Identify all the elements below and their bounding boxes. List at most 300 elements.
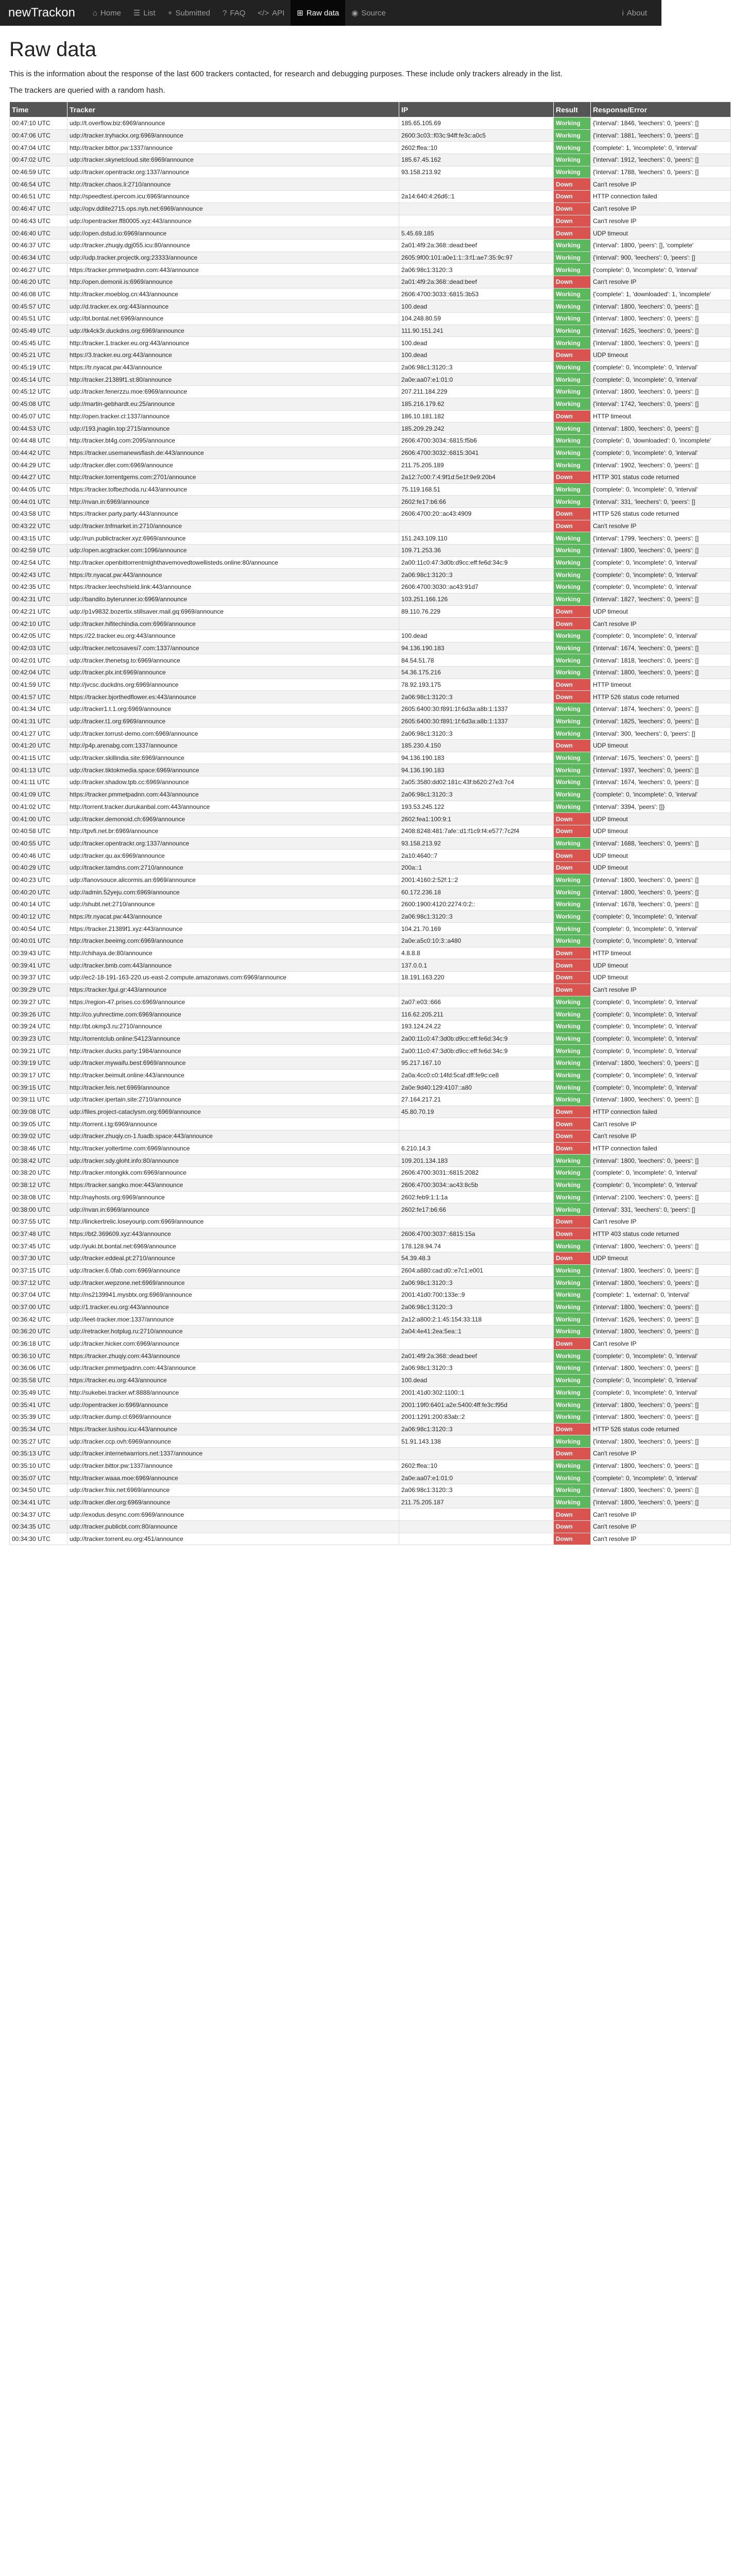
response-cell: {'interval': 1800, 'leechers': 0, 'peers': []: [591, 666, 731, 679]
ip-cell: 137.0.0.1: [399, 959, 554, 972]
tracker-cell: udp://opentracker.ff80005.xyz:443/announce: [67, 215, 399, 227]
result-cell: Working: [554, 1362, 591, 1375]
table-row: [10, 191, 731, 203]
tracker-cell: udp://open.dstud.io:6969/announce: [67, 227, 399, 240]
tracker-cell: http://torrentclub.online:54123/announce: [67, 1032, 399, 1045]
column-header[interactable]: Result: [554, 102, 591, 117]
result-cell: Working: [554, 1179, 591, 1191]
table-row: [10, 1326, 731, 1338]
result-cell: Working: [554, 532, 591, 545]
result-cell: Working: [554, 251, 591, 264]
time-cell: 00:37:30 UTC: [10, 1252, 67, 1264]
response-cell: UDP timeout: [591, 850, 731, 862]
nav-submitted[interactable]: [162, 0, 216, 26]
response-cell: {'interval': 1827, 'leechers': 0, 'peers': []: [591, 593, 731, 605]
result-cell: Working: [554, 459, 591, 471]
time-cell: 00:39:24 UTC: [10, 1020, 67, 1032]
column-header[interactable]: Tracker: [67, 102, 399, 117]
time-cell: 00:39:02 UTC: [10, 1130, 67, 1143]
ip-cell: 100.dead: [399, 337, 554, 349]
ip-cell: 2a06:98c1:3120::3: [399, 788, 554, 801]
ip-cell: 51.91.143.138: [399, 1435, 554, 1448]
column-header[interactable]: IP: [399, 102, 554, 117]
time-cell: 00:42:43 UTC: [10, 569, 67, 581]
ip-cell: [399, 1533, 554, 1545]
ip-cell: 2408:8248:481:7afe::d1:f1c9:f4:e577:7c2f4: [399, 825, 554, 837]
table-row: [10, 251, 731, 264]
column-header[interactable]: Time: [10, 102, 67, 117]
result-cell: Working: [554, 788, 591, 801]
time-cell: 00:39:41 UTC: [10, 959, 67, 972]
result-cell: Working: [554, 1069, 591, 1081]
table-row: [10, 459, 731, 471]
tracker-cell: udp://tracker.zhuqiy.dgj055.icu:80/announce: [67, 239, 399, 251]
tracker-cell: udp://tracker.torrust-demo.com:6969/announce: [67, 727, 399, 740]
result-cell: Down: [554, 1106, 591, 1118]
tracker-cell: udp://tracker.skynetcloud.site:6969/announce: [67, 154, 399, 166]
table-row: [10, 313, 731, 325]
nav-source-label: Source: [361, 8, 386, 18]
response-cell: {'interval': 1800, 'leechers': 0, 'peers': []: [591, 886, 731, 899]
response-cell: Can't resolve IP: [591, 1447, 731, 1460]
nav-home-label: Home: [100, 8, 121, 18]
result-cell: Working: [554, 1081, 591, 1094]
time-cell: 00:42:59 UTC: [10, 545, 67, 557]
brand-logo[interactable]: newTrackon: [8, 6, 75, 20]
result-cell: Down: [554, 276, 591, 288]
response-cell: {'interval': 1846, 'leechers': 0, 'peers': []: [591, 117, 731, 130]
ip-cell: 207.211.184.229: [399, 386, 554, 398]
nav-source[interactable]: [345, 0, 392, 26]
response-cell: {'interval': 1800, 'leechers': 0, 'peers': []: [591, 1264, 731, 1277]
result-cell: Working: [554, 1289, 591, 1301]
time-cell: 00:39:29 UTC: [10, 984, 67, 996]
ip-cell: 2a0e:a5c0:10:3::a480: [399, 935, 554, 947]
table-row: [10, 740, 731, 752]
table-row: [10, 996, 731, 1008]
tracker-cell: http://tracker.torrentgems.com:2701/announce: [67, 471, 399, 483]
response-cell: Can't resolve IP: [591, 215, 731, 227]
response-cell: Can't resolve IP: [591, 984, 731, 996]
time-cell: 00:42:04 UTC: [10, 666, 67, 679]
response-cell: {'interval': 1800, 'leechers': 0, 'peers': []: [591, 1057, 731, 1069]
ip-cell: 93.158.213.92: [399, 166, 554, 178]
tracker-cell: https://22.tracker.eu.org:443/announce: [67, 630, 399, 642]
table-row: [10, 1496, 731, 1509]
tracker-cell: udp://tracker.skillindia.site:6969/announce: [67, 752, 399, 764]
result-cell: Working: [554, 886, 591, 899]
tracker-cell: http://bt.okmp3.ru:2710/announce: [67, 1020, 399, 1032]
time-cell: 00:42:03 UTC: [10, 642, 67, 654]
table-row: [10, 1215, 731, 1228]
response-cell: UDP timeout: [591, 959, 731, 972]
result-cell: Down: [554, 1130, 591, 1143]
tracker-cell: udp://bandito.byterunner.io:6969/announce: [67, 593, 399, 605]
response-cell: {'interval': 1625, 'leechers': 0, 'peers': []: [591, 325, 731, 337]
result-cell: Working: [554, 899, 591, 911]
time-cell: 00:45:45 UTC: [10, 337, 67, 349]
ip-cell: 185.65.105.69: [399, 117, 554, 130]
result-cell: Down: [554, 605, 591, 618]
ip-cell: 2606:4700:20::ac43:4909: [399, 508, 554, 520]
table-row: [10, 1094, 731, 1106]
result-cell: Working: [554, 1264, 591, 1277]
table-row: [10, 1118, 731, 1130]
response-cell: {'complete': 0, 'incomplete': 0, 'interval': [591, 1374, 731, 1386]
time-cell: 00:37:55 UTC: [10, 1215, 67, 1228]
result-cell: Working: [554, 630, 591, 642]
ip-cell: 116.62.205.211: [399, 1008, 554, 1021]
time-cell: 00:42:01 UTC: [10, 654, 67, 667]
tracker-cell: udp://tracker.plx.int:6969/announce: [67, 666, 399, 679]
response-cell: UDP timeout: [591, 825, 731, 837]
table-row: [10, 556, 731, 569]
result-cell: Working: [554, 1313, 591, 1326]
tracker-cell: https://tracker.pmmetpadnn.com:443/announce: [67, 264, 399, 276]
response-cell: Can't resolve IP: [591, 1521, 731, 1533]
time-cell: 00:47:10 UTC: [10, 117, 67, 130]
tracker-cell: udp://tracker1.t.1.org:6969/announce: [67, 703, 399, 716]
result-cell: Working: [554, 1411, 591, 1423]
table-row: [10, 1204, 731, 1216]
response-cell: {'interval': 1674, 'leechers': 0, 'peers': []: [591, 776, 731, 789]
response-cell: {'complete': 0, 'incomplete': 0, 'interval': [591, 1167, 731, 1179]
table-row: [10, 1337, 731, 1350]
home-icon: ⌂: [92, 8, 97, 18]
ip-cell: 185.209.29.242: [399, 422, 554, 435]
ip-cell: [399, 1118, 554, 1130]
table-row: [10, 1313, 731, 1326]
table-row: [10, 300, 731, 313]
tracker-cell: udp://tracker.wepzone.net:6969/announce: [67, 1277, 399, 1289]
result-cell: Working: [554, 1008, 591, 1021]
result-cell: Working: [554, 1496, 591, 1509]
response-cell: {'interval': 1800, 'leechers': 0, 'peers': []: [591, 1362, 731, 1375]
ip-cell: [399, 1509, 554, 1521]
result-cell: Working: [554, 923, 591, 935]
ip-cell: 2a00:11c0:47:3d0b:d9cc:eff:fe6d:34c:9: [399, 1045, 554, 1057]
tracker-cell: udp://files.project-cataclysm.org:6969/announce: [67, 1106, 399, 1118]
ip-cell: 2600:3c03::f03c:94ff:fe3c:a0c5: [399, 129, 554, 142]
time-cell: 00:44:48 UTC: [10, 434, 67, 447]
tracker-cell: http://tracker.ducks.party:1984/announce: [67, 1045, 399, 1057]
ip-cell: 94.136.190.183: [399, 642, 554, 654]
result-cell: Working: [554, 1301, 591, 1313]
table-row: [10, 886, 731, 899]
table-row: [10, 1411, 731, 1423]
tracker-cell: https://bt2.369609.xyz:443/announce: [67, 1228, 399, 1240]
result-cell: Working: [554, 1386, 591, 1399]
response-cell: {'interval': 1800, 'leechers': 0, 'peers': []: [591, 1301, 731, 1313]
tracker-cell: https://tracker.sangko.moe:443/announce: [67, 1179, 399, 1191]
table-row: [10, 984, 731, 996]
result-cell: Working: [554, 1094, 591, 1106]
response-cell: HTTP 526 status code returned: [591, 508, 731, 520]
time-cell: 00:43:15 UTC: [10, 532, 67, 545]
response-cell: HTTP timeout: [591, 947, 731, 959]
result-cell: Working: [554, 776, 591, 789]
table-row: [10, 1533, 731, 1545]
table-row: [10, 813, 731, 825]
response-cell: HTTP 526 status code returned: [591, 1423, 731, 1435]
response-cell: HTTP timeout: [591, 410, 731, 422]
tracker-cell: http://speedtest.ipercom.icu:6969/announce: [67, 191, 399, 203]
table-row: [10, 861, 731, 874]
table-row: [10, 825, 731, 837]
response-cell: UDP timeout: [591, 605, 731, 618]
result-cell: Working: [554, 264, 591, 276]
result-cell: Working: [554, 996, 591, 1008]
response-cell: HTTP 301 status code returned: [591, 471, 731, 483]
table-row: [10, 410, 731, 422]
ip-cell: 5.45.69.185: [399, 227, 554, 240]
tracker-cell: udp://tracker.dump.cl:6969/announce: [67, 1411, 399, 1423]
response-cell: {'complete': 0, 'incomplete': 0, 'interval': [591, 1008, 731, 1021]
table-row: [10, 837, 731, 850]
ip-cell: [399, 520, 554, 532]
time-cell: 00:42:31 UTC: [10, 593, 67, 605]
response-cell: HTTP connection failed: [591, 1106, 731, 1118]
response-cell: UDP timeout: [591, 227, 731, 240]
response-cell: {'interval': 1937, 'leechers': 0, 'peers': []: [591, 764, 731, 776]
tracker-cell: https://tracker.21389f1.xyz:443/announce: [67, 923, 399, 935]
table-row: [10, 1521, 731, 1533]
time-cell: 00:44:27 UTC: [10, 471, 67, 483]
time-cell: 00:40:58 UTC: [10, 825, 67, 837]
column-header[interactable]: Response/Error: [591, 102, 731, 117]
tracker-cell: udp://tracker.qu.ax:6969/announce: [67, 850, 399, 862]
table-row: [10, 1167, 731, 1179]
response-cell: {'interval': 1800, 'peers': [], 'complete': [591, 239, 731, 251]
ip-cell: 60.172.236.18: [399, 886, 554, 899]
result-cell: Down: [554, 349, 591, 362]
table-row: [10, 788, 731, 801]
response-cell: {'complete': 0, 'incomplete': 0, 'interval': [591, 483, 731, 496]
time-cell: 00:40:46 UTC: [10, 850, 67, 862]
ip-cell: 2a04:4e41:2ea:5ea::1: [399, 1326, 554, 1338]
result-cell: Down: [554, 1142, 591, 1155]
ip-cell: 2001:19f0:6401:a2e:5400:4ff:fe3c:f95d: [399, 1399, 554, 1411]
table-row: [10, 703, 731, 716]
tracker-cell: udp://p1v9832.bozertix.stillsaver.mail.gq:6969/announce: [67, 605, 399, 618]
response-cell: {'complete': 0, 'incomplete': 0, 'interval': [591, 996, 731, 1008]
result-cell: Working: [554, 703, 591, 716]
result-cell: Working: [554, 374, 591, 386]
table-row: [10, 1447, 731, 1460]
result-cell: Down: [554, 1447, 591, 1460]
response-cell: {'interval': 1800, 'leechers': 0, 'peers': []: [591, 1460, 731, 1472]
tracker-cell: http://tracker.beimult.online:443/announce: [67, 1069, 399, 1081]
ip-cell: 2602:fe17:b6:66: [399, 496, 554, 508]
result-cell: Down: [554, 1533, 591, 1545]
table-row: [10, 520, 731, 532]
table-row: [10, 1472, 731, 1484]
result-cell: Working: [554, 496, 591, 508]
result-cell: Down: [554, 1423, 591, 1435]
table-row: [10, 386, 731, 398]
table-row: [10, 1069, 731, 1081]
result-cell: Working: [554, 556, 591, 569]
time-cell: 00:40:23 UTC: [10, 874, 67, 886]
result-cell: Working: [554, 715, 591, 727]
table-row: [10, 1130, 731, 1143]
result-cell: Down: [554, 520, 591, 532]
nav-home[interactable]: [87, 0, 127, 26]
table-row: [10, 276, 731, 288]
table-row: [10, 398, 731, 410]
result-cell: Working: [554, 447, 591, 459]
time-cell: 00:42:35 UTC: [10, 581, 67, 594]
nav-api[interactable]: [251, 0, 291, 26]
response-cell: Can't resolve IP: [591, 1533, 731, 1545]
nav-raw-data-label: Raw data: [306, 8, 339, 18]
time-cell: 00:41:27 UTC: [10, 727, 67, 740]
tracker-cell: http://tpvfi.net.br:6969/announce: [67, 825, 399, 837]
table-row: [10, 691, 731, 703]
ip-cell: 2a12:a800:2:1:45:154:33:118: [399, 1313, 554, 1326]
ip-cell: 2001:1291:200:83ab::2: [399, 1411, 554, 1423]
result-cell: Working: [554, 1326, 591, 1338]
raw-data-icon: ⊞: [297, 9, 303, 18]
table-row: [10, 569, 731, 581]
table-row: [10, 1020, 731, 1032]
response-cell: {'complete': 0, 'incomplete': 0, 'interval': [591, 630, 731, 642]
ip-cell: 45.80.70.19: [399, 1106, 554, 1118]
time-cell: 00:44:29 UTC: [10, 459, 67, 471]
response-cell: {'complete': 0, 'incomplete': 0, 'interval': [591, 556, 731, 569]
tracker-cell: udp://193.jnagiin.top:2715/announce: [67, 422, 399, 435]
time-cell: 00:41:13 UTC: [10, 764, 67, 776]
time-cell: 00:42:21 UTC: [10, 605, 67, 618]
time-cell: 00:38:46 UTC: [10, 1142, 67, 1155]
table-row: [10, 1081, 731, 1094]
time-cell: 00:46:59 UTC: [10, 166, 67, 178]
ip-cell: 178.128.94.74: [399, 1240, 554, 1252]
response-cell: {'complete': 0, 'incomplete': 0, 'interval': [591, 788, 731, 801]
tracker-cell: https://tracker.bjorthedflower.es:443/announce: [67, 691, 399, 703]
tracker-cell: udp://tracker.torrent.eu.org:451/announce: [67, 1533, 399, 1545]
tracker-cell: udp://tracker.6.0fab.com:6969/announce: [67, 1264, 399, 1277]
result-cell: Down: [554, 984, 591, 996]
response-cell: {'interval': 1675, 'leechers': 0, 'peers': []: [591, 752, 731, 764]
tracker-cell: udp://tracker.hifitechindia.com:6969/announce: [67, 618, 399, 630]
response-cell: UDP timeout: [591, 349, 731, 362]
response-cell: HTTP connection failed: [591, 1142, 731, 1155]
result-cell: Down: [554, 679, 591, 691]
response-cell: Can't resolve IP: [591, 178, 731, 191]
tracker-cell: http://co.yuhrectime.com:6969/announce: [67, 1008, 399, 1021]
table-row: [10, 618, 731, 630]
tracker-cell: http://torrent.i.tg:6969/announce: [67, 1118, 399, 1130]
nav-list[interactable]: [127, 0, 162, 26]
time-cell: 00:39:19 UTC: [10, 1057, 67, 1069]
result-cell: Working: [554, 593, 591, 605]
tracker-cell: udp://tracker.tiktokmedia.space:6969/announce: [67, 764, 399, 776]
table-row: [10, 1386, 731, 1399]
time-cell: 00:34:35 UTC: [10, 1521, 67, 1533]
time-cell: 00:45:21 UTC: [10, 349, 67, 362]
ip-cell: 2a06:98c1:3120::3: [399, 727, 554, 740]
tracker-cell: https://3.tracker.eu.org:443/announce: [67, 349, 399, 362]
ip-cell: 2602:fe17:b6:66: [399, 1204, 554, 1216]
result-cell: Down: [554, 850, 591, 862]
ip-cell: 104.248.80.59: [399, 313, 554, 325]
ip-cell: 111.90.151.241: [399, 325, 554, 337]
time-cell: 00:35:34 UTC: [10, 1423, 67, 1435]
response-cell: {'interval': 1800, 'leechers': 0, 'peers': []: [591, 1240, 731, 1252]
table-row: [10, 1435, 731, 1448]
time-cell: 00:37:15 UTC: [10, 1264, 67, 1277]
tracker-cell: http://open.demonii.is:6969/announce: [67, 276, 399, 288]
time-cell: 00:36:18 UTC: [10, 1337, 67, 1350]
time-cell: 00:46:34 UTC: [10, 251, 67, 264]
table-row: [10, 605, 731, 618]
tracker-cell: http://tracker.bt4g.com:2095/announce: [67, 434, 399, 447]
ip-cell: 2605:9f00:101:a0e1:1::3:f1:ae7:35:9c:97: [399, 251, 554, 264]
tracker-cell: udp://tracker.dler.com:6969/announce: [67, 459, 399, 471]
response-cell: HTTP 526 status code returned: [591, 691, 731, 703]
time-cell: 00:36:06 UTC: [10, 1362, 67, 1375]
nav-raw-data[interactable]: [291, 0, 345, 26]
ip-cell: 2a01:4f9:2a:368::dead:beef: [399, 239, 554, 251]
result-cell: Working: [554, 1435, 591, 1448]
table-row: [10, 1484, 731, 1497]
response-cell: {'complete': 0, 'incomplete': 0, 'interval': [591, 361, 731, 374]
result-cell: Working: [554, 581, 591, 594]
response-cell: {'complete': 0, 'incomplete': 0, 'interval': [591, 1081, 731, 1094]
ip-cell: 54.36.175.216: [399, 666, 554, 679]
ip-cell: 2a06:98c1:3120::3: [399, 1362, 554, 1375]
tracker-cell: http://ns2139941.mysbtx.org:6969/announce: [67, 1289, 399, 1301]
time-cell: 00:41:00 UTC: [10, 813, 67, 825]
tracker-cell: http://chihaya.de:80/announce: [67, 947, 399, 959]
ip-cell: 100.dead: [399, 349, 554, 362]
nav-about[interactable]: [616, 0, 653, 26]
info-icon: i: [622, 8, 624, 18]
tracker-cell: http://open.tracker.cl:1337/announce: [67, 410, 399, 422]
time-cell: 00:37:04 UTC: [10, 1289, 67, 1301]
time-cell: 00:46:27 UTC: [10, 264, 67, 276]
nav-menu: [87, 0, 392, 26]
table-row: [10, 642, 731, 654]
tracker-cell: https://tracker.eu.org:443/announce: [67, 1374, 399, 1386]
response-cell: HTTP timeout: [591, 679, 731, 691]
time-cell: 00:34:50 UTC: [10, 1484, 67, 1497]
time-cell: 00:38:08 UTC: [10, 1191, 67, 1204]
tracker-cell: udp://tracker.fnix.net:6969/announce: [67, 1484, 399, 1497]
ip-cell: [399, 1337, 554, 1350]
tracker-cell: udp://tracker.eddeal.pt:2710/announce: [67, 1252, 399, 1264]
ip-cell: 2a06:98c1:3120::3: [399, 264, 554, 276]
table-row: [10, 1374, 731, 1386]
nav-faq[interactable]: [216, 0, 251, 26]
response-cell: {'interval': 1742, 'leechers': 0, 'peers': []: [591, 398, 731, 410]
time-cell: 00:44:53 UTC: [10, 422, 67, 435]
tracker-cell: udp://yuki.bt.bontal.net:6969/announce: [67, 1240, 399, 1252]
ip-cell: 94.136.190.183: [399, 764, 554, 776]
response-cell: UDP timeout: [591, 740, 731, 752]
table-row: [10, 910, 731, 923]
result-cell: Down: [554, 691, 591, 703]
result-cell: Working: [554, 666, 591, 679]
result-cell: Working: [554, 727, 591, 740]
ip-cell: [399, 1521, 554, 1533]
ip-cell: 2602:feb9:1:1:1a: [399, 1191, 554, 1204]
response-cell: {'complete': 0, 'incomplete': 0, 'interval': [591, 1350, 731, 1362]
time-cell: 00:39:37 UTC: [10, 972, 67, 984]
tracker-cell: https://tracker.lushou.icu:443/announce: [67, 1423, 399, 1435]
ip-cell: 2604:a880:cad:d0::e7c1:e001: [399, 1264, 554, 1277]
